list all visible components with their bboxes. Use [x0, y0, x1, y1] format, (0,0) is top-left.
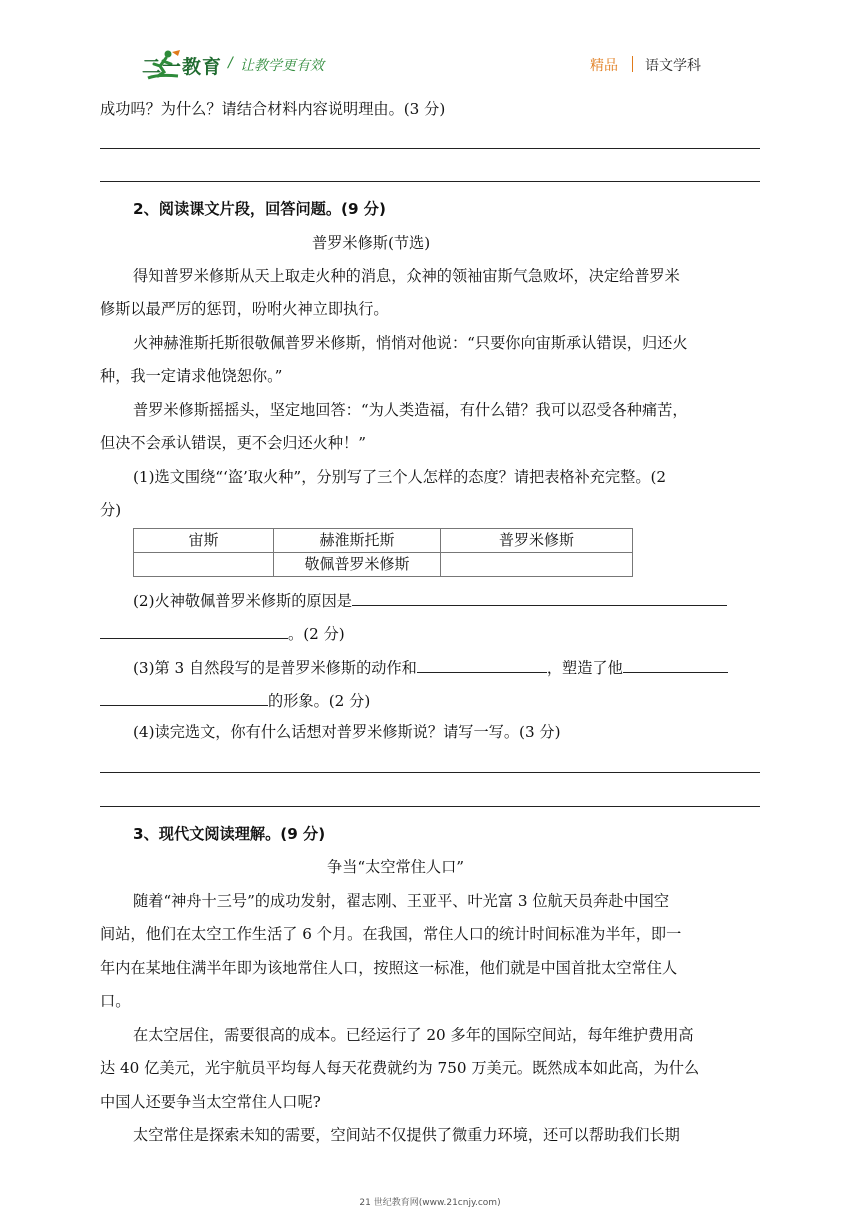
table-header-cell: 普罗米修斯	[441, 529, 633, 553]
subquestion-2	[133, 588, 727, 611]
table-cell-blank[interactable]	[134, 553, 274, 577]
passage-line: 中国人还要争当太空常住人口呢?	[100, 1093, 321, 1111]
table-cell-blank[interactable]	[441, 553, 633, 577]
passage-line: 修斯以最严厉的惩罚，吩咐火神立即执行。	[100, 300, 389, 318]
answer-blank[interactable]	[417, 655, 547, 673]
passage-line: 在太空居住，需要很高的成本。已经运行了 20 多年的国际空间站，每年维护费用高	[133, 1026, 694, 1044]
table-header-cell: 宙斯	[134, 529, 274, 553]
answer-blank[interactable]	[100, 688, 268, 706]
header-separator: /	[228, 55, 233, 71]
subquestion-3-cont	[100, 688, 370, 711]
passage-line: 年内在某地住满半年即为该地常住人口，按照这一标准，他们就是中国首批太空常住人	[100, 959, 678, 977]
quality-tag: 精品	[590, 58, 618, 74]
question-text: 成功吗？为什么？请结合材料内容说明理由。(3 分)	[100, 100, 446, 118]
subquestion-3-text: (3)第 3 自然段写的是普罗米修斯的动作和	[133, 659, 417, 677]
table-cell: 敬佩普罗米修斯	[274, 553, 441, 577]
table-row	[134, 529, 633, 553]
subquestion-1-cont: 分)	[100, 501, 122, 519]
table-row	[134, 553, 633, 577]
passage-line: 太空常住是探索未知的需要，空间站不仅提供了微重力环境，还可以帮助我们长期	[133, 1126, 680, 1144]
passage-line: 随着“神舟十三号”的成功发射，翟志刚、王亚平、叶光富 3 位航天员奔赴中国空	[133, 892, 670, 910]
subquestion-3-text: 的形象。(2 分)	[268, 692, 371, 710]
subject-label: 语文学科	[645, 58, 701, 74]
subquestion-2-text: (2)火神敬佩普罗米修斯的原因是	[133, 592, 352, 610]
subquestion-3	[133, 655, 728, 678]
section-title: 3、现代文阅读理解。(9 分)	[133, 825, 326, 843]
passage-line: 得知普罗米修斯从天上取走火种的消息，众神的领袖宙斯气急败坏，决定给普罗米	[133, 267, 680, 285]
answer-line	[100, 181, 760, 182]
answer-blank[interactable]	[352, 588, 727, 606]
answer-blank[interactable]	[623, 655, 728, 673]
page-footer: 21 世纪教育网(www.21cnjy.com)	[359, 1198, 501, 1208]
passage-line: 火神赫淮斯托斯很敬佩普罗米修斯，悄悄对他说：“只要你向宙斯承认错误，归还火	[133, 334, 688, 352]
attitude-table	[133, 528, 633, 577]
answer-line	[100, 772, 760, 773]
passage-line: 口。	[100, 992, 131, 1010]
section-title: 2、阅读课文片段，回答问题。(9 分)	[133, 200, 386, 218]
passage-title: 普罗米修斯(节选)	[312, 234, 431, 252]
passage-line: 间站，他们在太空工作生活了 6 个月。在我国，常住人口的统计时间标准为半年，即一	[100, 925, 682, 943]
subquestion-2-cont	[100, 621, 345, 644]
passage-line: 达 40 亿美元，光宇航员平均每人每天花费就约为 750 万美元。既然成本如此高，为什么	[100, 1059, 700, 1077]
table-header-cell: 赫淮斯托斯	[274, 529, 441, 553]
passage-line: 但决不会承认错误，更不会归还火种！”	[100, 434, 366, 452]
score-note: 。(2 分)	[288, 625, 345, 643]
passage-line: 普罗米修斯摇摇头，坚定地回答：“为人类造福，有什么错？我可以忍受各种痛苦，	[133, 401, 688, 419]
answer-line	[100, 148, 760, 149]
answer-line	[100, 806, 760, 807]
passage-line: 种，我一定请求他饶恕你。”	[100, 367, 283, 385]
passage-title: 争当“太空常住人口”	[327, 858, 465, 876]
header-divider	[632, 56, 633, 72]
answer-blank[interactable]	[100, 621, 288, 639]
subquestion-3-text: ，塑造了他	[546, 659, 623, 677]
brand-name: 二一教育	[142, 56, 223, 78]
subquestion-1: (1)选文围绕“‘盗’取火种”，分别写了三个人怎样的态度？请把表格补充完整。(2	[133, 468, 667, 486]
brand-slogan: 让教学更有效	[240, 58, 324, 74]
subquestion-4: (4)读完选文，你有什么话想对普罗米修斯说？请写一写。(3 分)	[133, 723, 561, 741]
